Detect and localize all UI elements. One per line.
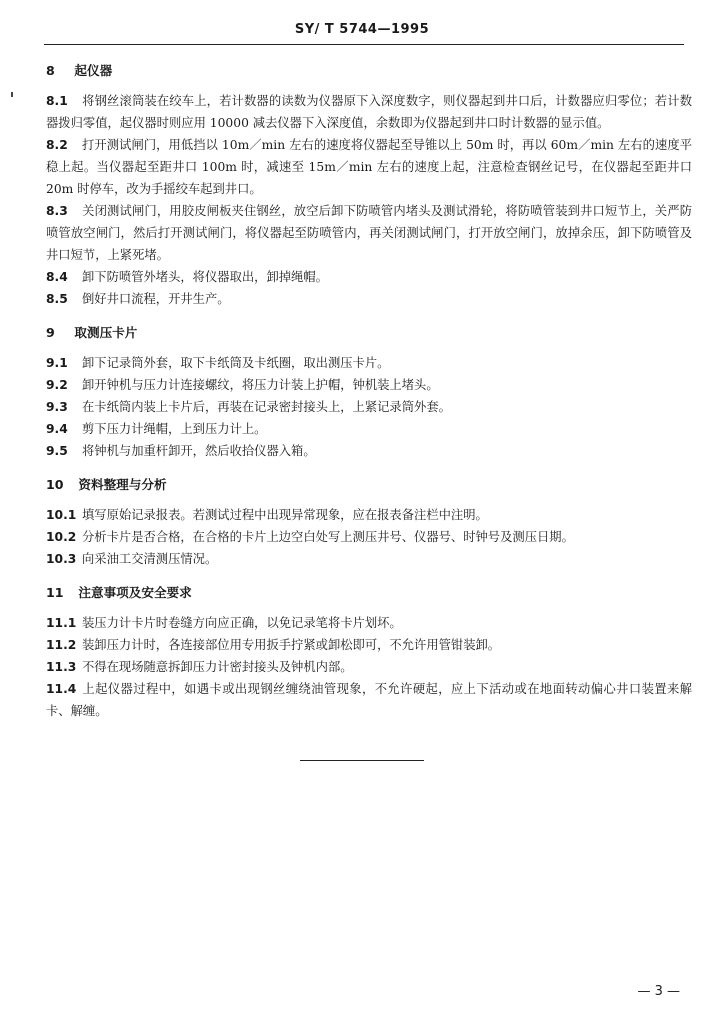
clause-text: 装压力计卡片时卷缝方向应正确，以免记录笔将卡片划坏。 — [82, 616, 402, 630]
document-body — [46, 60, 692, 722]
clause-number: 8.1 — [46, 94, 68, 108]
clause — [46, 374, 692, 396]
clause-text: 倒好井口流程，开井生产。 — [82, 292, 230, 306]
clause-number: 9.3 — [46, 400, 68, 414]
standard-code-header: SY/ T 5744—1995 — [294, 22, 430, 37]
clause-number: 10.2 — [46, 530, 77, 544]
section-heading — [46, 582, 692, 604]
clause-number: 8.5 — [46, 292, 68, 306]
clause-text: 装卸压力计时，各连接部位用专用扳手拧紧或卸松即可，不允许用管钳装卸。 — [82, 638, 501, 652]
clause-text: 向采油工交清测压情况。 — [82, 552, 218, 566]
clause — [46, 634, 692, 656]
clause-text: 填写原始记录报表。若测试过程中出现异常现象，应在报表备注栏中注明。 — [82, 508, 488, 522]
clause — [46, 200, 692, 266]
clause — [46, 288, 692, 310]
clause — [46, 548, 692, 570]
clause — [46, 504, 692, 526]
scan-margin-mark — [11, 92, 13, 97]
clause-number: 11.2 — [46, 638, 77, 652]
section-title: 起仪器 — [74, 63, 113, 78]
clause-text: 将钟机与加重杆卸开，然后收拾仪器入箱。 — [82, 444, 316, 458]
section-title: 取测压卡片 — [74, 325, 138, 340]
clause-number: 8.2 — [46, 138, 68, 152]
clause-text: 打开测试闸门，用低挡以 10m／min 左右的速度将仪器起至导锥以上 50m 时，再以 60m／min 左右的速度平稳上起。当仪器起至距井口 100m 时，减速至 15m／min 左右的速度上起，注意检查钢丝记号，在仪器起至距井口 20m 时停车，改为手摇绞车起到井口。 — [46, 138, 692, 196]
clause-number: 10.1 — [46, 508, 77, 522]
section-number: 11 — [46, 585, 64, 600]
clause-number: 11.1 — [46, 616, 77, 630]
clause-number: 9.5 — [46, 444, 68, 458]
clause-text: 卸下防喷管外堵头，将仪器取出，卸掉绳帽。 — [82, 270, 328, 284]
clause-text: 卸开钟机与压力计连接螺纹，将压力计装上护帽，钟机装上堵头。 — [82, 378, 439, 392]
clause-number: 9.1 — [46, 356, 68, 370]
section-heading — [46, 474, 692, 496]
clause — [46, 440, 692, 462]
clause — [46, 352, 692, 374]
clause-text: 在卡纸筒内装上卡片后，再装在记录密封接头上，上紧记录筒外套。 — [82, 400, 451, 414]
section-number: 8 — [46, 63, 55, 78]
header-rule — [44, 44, 684, 45]
clause-number: 11.3 — [46, 660, 77, 674]
clause-number: 11.4 — [46, 682, 77, 696]
clause — [46, 90, 692, 134]
clause — [46, 396, 692, 418]
clause — [46, 134, 692, 200]
clause — [46, 418, 692, 440]
clause-text: 关闭测试闸门，用胶皮闸板夹住钢丝，放空后卸下防喷管内堵头及测试滑轮，将防喷管装到井口短节上，关严防喷管放空闸门，然后打开测试闸门，将仪器起至防喷管内，再关闭测试闸门，打开放空闸门，放掉余压，卸下防喷管及井口短节，上紧死堵。 — [46, 204, 692, 262]
clause — [46, 612, 692, 634]
clause-text: 上起仪器过程中，如遇卡或出现钢丝缠绕油管现象，不允许硬起，应上下活动或在地面转动偏心井口装置来解卡、解缠。 — [46, 682, 692, 718]
section-title: 注意事项及安全要求 — [78, 585, 192, 600]
section-number: 9 — [46, 325, 55, 340]
clause-text: 不得在现场随意拆卸压力计密封接头及钟机内部。 — [82, 660, 353, 674]
clause-text: 卸下记录筒外套，取下卡纸筒及卡纸圈，取出测压卡片。 — [82, 356, 390, 370]
page-number: — 3 — — [637, 984, 680, 999]
clause-text: 分析卡片是否合格，在合格的卡片上边空白处写上测压井号、仪器号、时钟号及测压日期。 — [82, 530, 574, 544]
clause — [46, 656, 692, 678]
clause-number: 8.3 — [46, 204, 68, 218]
clause-text: 将钢丝滚筒装在绞车上，若计数器的读数为仪器原下入深度数字，则仪器起到井口后，计数器应归零位；若计数器拨归零值，起仪器时则应用 10000 减去仪器下入深度值，余数即为仪器起到井口时计数器的显示值。 — [46, 94, 692, 130]
clause-text: 剪下压力计绳帽，上到压力计上。 — [82, 422, 267, 436]
section-heading — [46, 60, 692, 82]
clause — [46, 526, 692, 548]
section-number: 10 — [46, 477, 64, 492]
clause-number: 9.4 — [46, 422, 68, 436]
section-title: 资料整理与分析 — [78, 477, 167, 492]
clause-number: 10.3 — [46, 552, 77, 566]
section-heading — [46, 322, 692, 344]
end-of-document-rule — [300, 760, 424, 761]
clause — [46, 266, 692, 288]
clause — [46, 678, 692, 722]
clause-number: 8.4 — [46, 270, 68, 284]
clause-number: 9.2 — [46, 378, 68, 392]
